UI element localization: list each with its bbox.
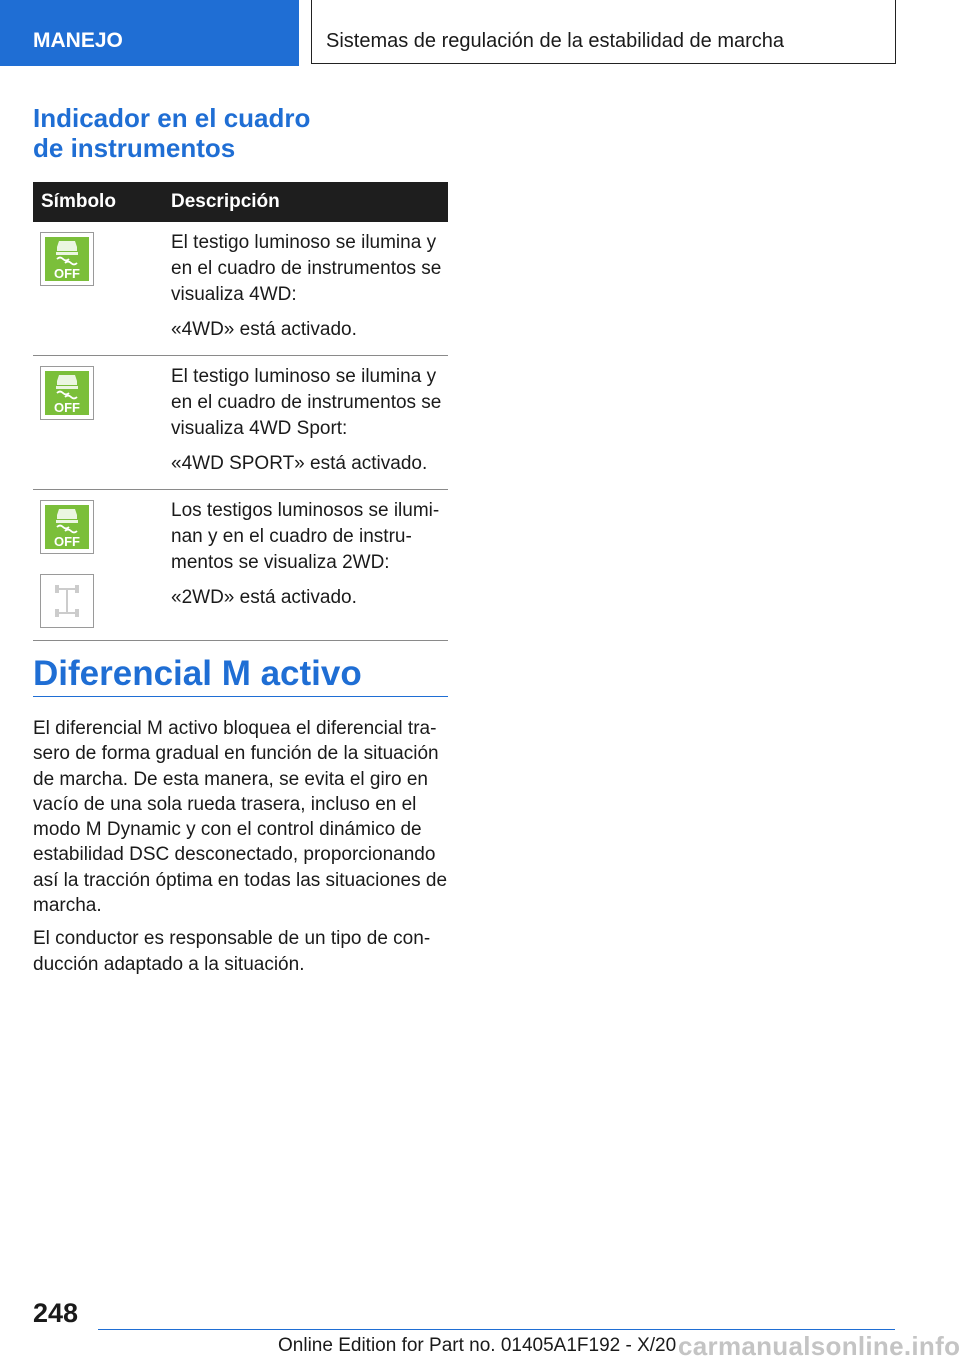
description-cell — [161, 490, 448, 641]
description-text: Los testigos luminosos se ilumi-nan y en el cuadro de instru-mentos se visualiza 2WD: — [171, 500, 440, 573]
page-header — [0, 0, 960, 66]
section-title: Diferencial M activo — [33, 652, 448, 697]
body-paragraph: El conductor es responsable de un tipo de con-ducción adaptado a la situación. — [33, 928, 431, 975]
section-body — [33, 716, 448, 985]
table-row — [33, 222, 448, 356]
subsection-title-line1: Indicador en el cuadro — [33, 103, 311, 133]
symbol-cell — [33, 222, 161, 356]
table-row — [33, 490, 448, 641]
4wd-off-icon — [40, 500, 94, 554]
chapter-title: Sistemas de regulación de la estabilidad de marcha — [311, 0, 896, 64]
off-label: OFF — [54, 266, 80, 281]
description-cell — [161, 356, 448, 490]
watermark: carmanualsonline.info — [678, 1331, 960, 1361]
symbol-table — [33, 182, 448, 641]
footer-divider — [98, 1329, 895, 1330]
4wd-off-icon — [40, 366, 94, 420]
edition-text: Online Edition for Part no. 01405A1F192 - X/20 — [278, 1335, 677, 1356]
table-row — [33, 356, 448, 490]
body-paragraph: El diferencial M activo bloquea el diferencial tra-sero de forma gradual en función de la situación de marcha. De esta manera, se evita el giro en vacío de una sola rueda trasera, incluso en el modo M Dynamic y con el control dinámico de estabilidad DSC desconectado, proporcionando así la tracción óptima en todas las situaciones de marcha. — [33, 718, 448, 917]
symbol-cell — [33, 356, 161, 490]
description-cell — [161, 222, 448, 356]
subsection-title — [33, 103, 433, 163]
off-label: OFF — [54, 534, 80, 549]
page-number: 248 — [33, 1298, 79, 1328]
section-tab: MANEJO — [0, 0, 299, 66]
subsection-title-line2: de instrumentos — [33, 133, 236, 163]
column-header-description: Descripción — [161, 182, 448, 222]
2wd-drivetrain-icon — [40, 574, 94, 628]
description-status: «4WD» está activado. — [171, 319, 357, 340]
description-status: «4WD SPORT» está activado. — [171, 453, 428, 474]
off-label: OFF — [54, 400, 80, 415]
column-header-symbol: Símbolo — [33, 182, 161, 222]
symbol-cell — [33, 490, 161, 641]
description-text: El testigo luminoso se ilumina y en el cuadro de instrumentos se visualiza 4WD Sport: — [171, 366, 442, 439]
description-text: El testigo luminoso se ilumina y en el cuadro de instrumentos se visualiza 4WD: — [171, 232, 442, 305]
4wd-off-icon — [40, 232, 94, 286]
table-header-row — [33, 182, 448, 222]
description-status: «2WD» está activado. — [171, 587, 357, 608]
